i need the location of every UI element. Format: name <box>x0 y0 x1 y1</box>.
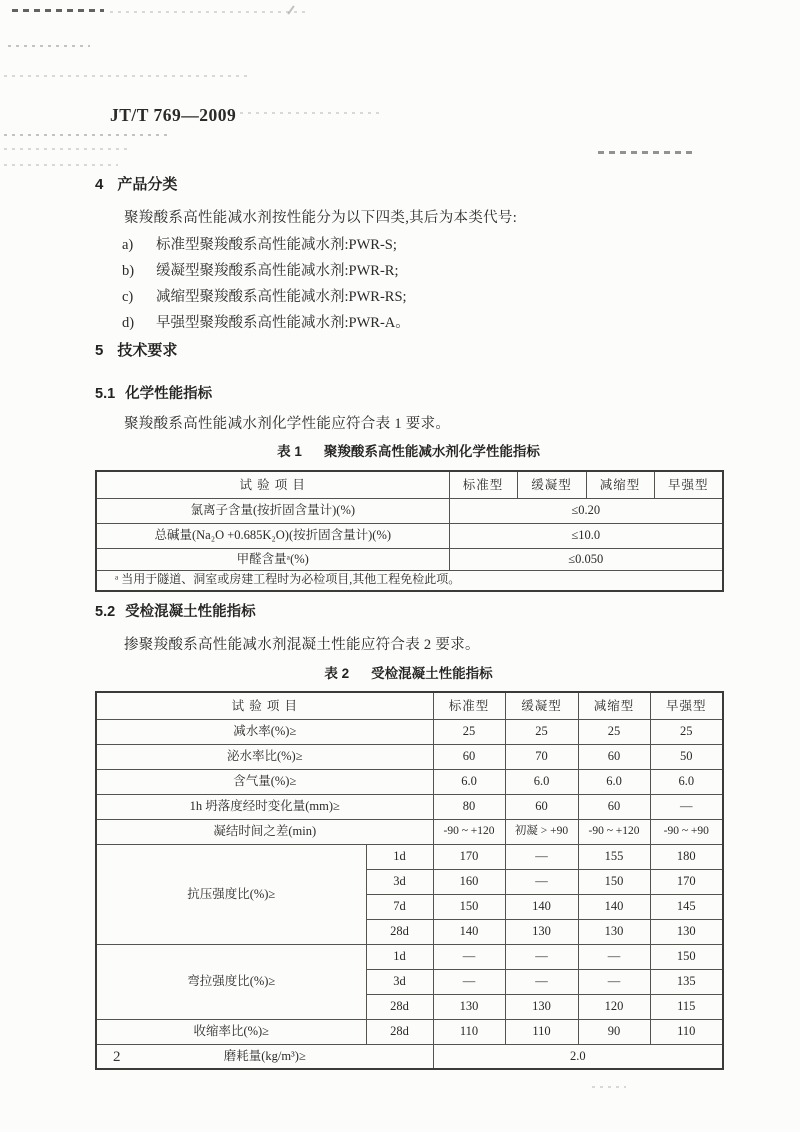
scan-artifact <box>4 134 169 136</box>
cell-age: 28d <box>366 919 433 944</box>
cell-value: 130 <box>650 919 723 944</box>
table1-row-formaldehyde-item: 甲醛含量ᵃ(%) <box>96 548 449 570</box>
cell-value: 145 <box>650 894 723 919</box>
table2-caption-label: 表 2 <box>324 666 350 681</box>
section-5-heading <box>95 339 177 360</box>
row-bleeding-ratio-item: 泌水率比(%)≥ <box>96 744 433 769</box>
cell-value: -90 ~ +90 <box>650 819 723 844</box>
cell-value: — <box>650 794 723 819</box>
cell-age: 3d <box>366 969 433 994</box>
table-row <box>96 523 723 548</box>
table-row <box>96 1019 723 1044</box>
table1-header-item: 试 验 项 目 <box>96 471 449 498</box>
scan-artifact <box>4 164 118 166</box>
scan-artifact <box>232 112 380 114</box>
section-5-1-title: 化学性能指标 <box>125 386 213 402</box>
cell-value: 180 <box>650 844 723 869</box>
section-5-number: 5 <box>95 342 104 359</box>
cell-value: -90 ~ +120 <box>578 819 650 844</box>
table1-caption-label: 表 1 <box>277 444 302 459</box>
cell-value: 140 <box>433 919 505 944</box>
table2-concrete-indicators <box>95 691 724 1070</box>
row-abrasion-item: 磨耗量(kg/m³)≥ <box>96 1044 433 1069</box>
cell-age: 28d <box>366 994 433 1019</box>
cell-value: 6.0 <box>578 769 650 794</box>
row-slump-change-item: 1h 坍落度经时变化量(mm)≥ <box>96 794 433 819</box>
table1-caption-title: 聚羧酸系高性能减水剂化学性能指标 <box>323 444 540 459</box>
row-flexural-item: 弯拉强度比(%)≥ <box>96 944 366 1019</box>
list-item-a <box>122 233 397 254</box>
table1-header-shrinkage-reducing: 减缩型 <box>586 471 654 498</box>
doc-code: JT/T 769—2009 <box>110 105 237 125</box>
cell-age: 28d <box>366 1019 433 1044</box>
table1-row-chloride-item: 氯离子含量(按折固含量计)(%) <box>96 498 449 523</box>
table-row <box>96 1044 723 1069</box>
table1-row-alkali-item: 总碱量(Na₂O +0.685K₂O)(按折固含量计)(%) <box>96 523 449 548</box>
section-5-2-heading <box>95 600 256 621</box>
scan-artifact <box>598 151 692 154</box>
table-row <box>96 498 723 523</box>
table2-caption-title: 受检混凝土性能指标 <box>371 666 493 681</box>
table2-header-standard: 标准型 <box>433 692 505 719</box>
table2-header-item: 试 验 项 目 <box>96 692 433 719</box>
table-row <box>96 844 723 869</box>
scan-artifact <box>110 11 305 13</box>
cell-age: 3d <box>366 869 433 894</box>
cell-value: — <box>433 969 505 994</box>
list-item-b-label: b) <box>122 263 135 279</box>
cell-value: 60 <box>433 744 505 769</box>
cell-value: 135 <box>650 969 723 994</box>
cell-value: 初凝 > +90 <box>505 819 578 844</box>
list-item-c-label: c) <box>122 289 134 305</box>
cell-value: 130 <box>578 919 650 944</box>
cell-value: 155 <box>578 844 650 869</box>
cell-value: 130 <box>505 994 578 1019</box>
table1-row-chloride-value: ≤0.20 <box>449 498 723 523</box>
table2-header-row <box>96 692 723 719</box>
list-item-d-text: 早强型聚羧酸系高性能减水剂:PWR-A。 <box>156 315 410 331</box>
cell-value: 25 <box>578 719 650 744</box>
cell-value: — <box>433 944 505 969</box>
cell-value: 120 <box>578 994 650 1019</box>
table-row <box>96 794 723 819</box>
section-4-heading <box>95 173 177 194</box>
row-setting-time-item: 凝结时间之差(min) <box>96 819 433 844</box>
table1-caption <box>95 440 722 460</box>
cell-value: 130 <box>433 994 505 1019</box>
cell-value: 110 <box>433 1019 505 1044</box>
list-item-a-label: a) <box>122 237 134 253</box>
cell-value: 25 <box>505 719 578 744</box>
table1-header-retarding: 缓凝型 <box>517 471 586 498</box>
table-row <box>96 769 723 794</box>
section-5-1-heading <box>95 382 212 403</box>
scan-artifact <box>4 75 250 77</box>
cell-value: -90 ~ +120 <box>433 819 505 844</box>
table-row <box>96 819 723 844</box>
cell-value: 110 <box>650 1019 723 1044</box>
table2-header-retarding: 缓凝型 <box>505 692 578 719</box>
cell-value: 150 <box>433 894 505 919</box>
cell-value: 6.0 <box>650 769 723 794</box>
table-row <box>96 570 723 591</box>
table1-header-early-strength: 早强型 <box>654 471 723 498</box>
page-number: 2 <box>113 1049 121 1065</box>
list-item-b-text: 缓凝型聚羧酸系高性能减水剂:PWR-R; <box>156 263 399 279</box>
cell-value: 115 <box>650 994 723 1019</box>
cell-value: 50 <box>650 744 723 769</box>
table-row <box>96 744 723 769</box>
section-5-2-title: 受检混凝土性能指标 <box>125 604 256 620</box>
cell-age: 1d <box>366 844 433 869</box>
table1-footnote: ᵃ 当用于隧道、洞室或房建工程时为必检项目,其他工程免检此项。 <box>96 570 723 591</box>
cell-value: 150 <box>578 869 650 894</box>
scan-artifact <box>12 9 104 12</box>
list-item-d <box>122 311 410 332</box>
cell-value: 110 <box>505 1019 578 1044</box>
row-compressive-item: 抗压强度比(%)≥ <box>96 844 366 944</box>
cell-value: 70 <box>505 744 578 769</box>
section-5-1-body: 聚羧酸系高性能减水剂化学性能应符合表 1 要求。 <box>124 416 451 432</box>
section-4-title: 产品分类 <box>117 176 178 193</box>
cell-value: 6.0 <box>505 769 578 794</box>
cell-value: 150 <box>650 944 723 969</box>
list-item-c-text: 减缩型聚羧酸系高性能减水剂:PWR-RS; <box>156 289 407 305</box>
table1-header-row <box>96 471 723 498</box>
cell-value: 25 <box>433 719 505 744</box>
table1-chemical-indicators <box>95 470 724 592</box>
section-5-title: 技术要求 <box>117 342 178 359</box>
list-item-a-text: 标准型聚羧酸系高性能减水剂:PWR-S; <box>156 237 397 253</box>
cell-value: 160 <box>433 869 505 894</box>
cell-value: 80 <box>433 794 505 819</box>
cell-value: 6.0 <box>433 769 505 794</box>
cell-age: 7d <box>366 894 433 919</box>
list-item-c <box>122 285 407 306</box>
table1-header-standard: 标准型 <box>449 471 517 498</box>
cell-value: — <box>505 944 578 969</box>
section-4-number: 4 <box>95 176 104 193</box>
row-shrinkage-item: 收缩率比(%)≥ <box>96 1019 366 1044</box>
row-abrasion-value: 2.0 <box>433 1044 723 1069</box>
table-row <box>96 944 723 969</box>
table1-row-alkali-value: ≤10.0 <box>449 523 723 548</box>
list-item-d-label: d) <box>122 315 135 331</box>
cell-value: — <box>505 869 578 894</box>
scan-artifact <box>4 148 130 150</box>
cell-value: 60 <box>505 794 578 819</box>
cell-value: 130 <box>505 919 578 944</box>
row-water-reduction-item: 减水率(%)≥ <box>96 719 433 744</box>
cell-value: 60 <box>578 744 650 769</box>
cell-age: 1d <box>366 944 433 969</box>
cell-value: 170 <box>433 844 505 869</box>
cell-value: 25 <box>650 719 723 744</box>
section-5-2-body: 掺聚羧酸系高性能减水剂混凝土性能应符合表 2 要求。 <box>124 637 480 653</box>
section-5-1-number: 5.1 <box>95 386 116 402</box>
table1-row-formaldehyde-value: ≤0.050 <box>449 548 723 570</box>
cell-value: 90 <box>578 1019 650 1044</box>
table-row <box>96 719 723 744</box>
cell-value: — <box>578 969 650 994</box>
table-row <box>96 548 723 570</box>
section-5-2-number: 5.2 <box>95 604 116 620</box>
scan-artifact <box>592 1086 626 1088</box>
table2-header-shrinkage-reducing: 减缩型 <box>578 692 650 719</box>
cell-value: 140 <box>505 894 578 919</box>
cell-value: 170 <box>650 869 723 894</box>
table2-caption <box>95 662 722 682</box>
section-4-intro: 聚羧酸系高性能减水剂按性能分为以下四类,其后为本类代号: <box>124 210 518 226</box>
cell-value: — <box>578 944 650 969</box>
cell-value: — <box>505 844 578 869</box>
scan-artifact <box>287 5 294 14</box>
cell-value: 140 <box>578 894 650 919</box>
table2-header-early-strength: 早强型 <box>650 692 723 719</box>
row-air-content-item: 含气量(%)≥ <box>96 769 433 794</box>
list-item-b <box>122 259 398 280</box>
cell-value: 60 <box>578 794 650 819</box>
cell-value: — <box>505 969 578 994</box>
scan-artifact <box>8 45 90 47</box>
